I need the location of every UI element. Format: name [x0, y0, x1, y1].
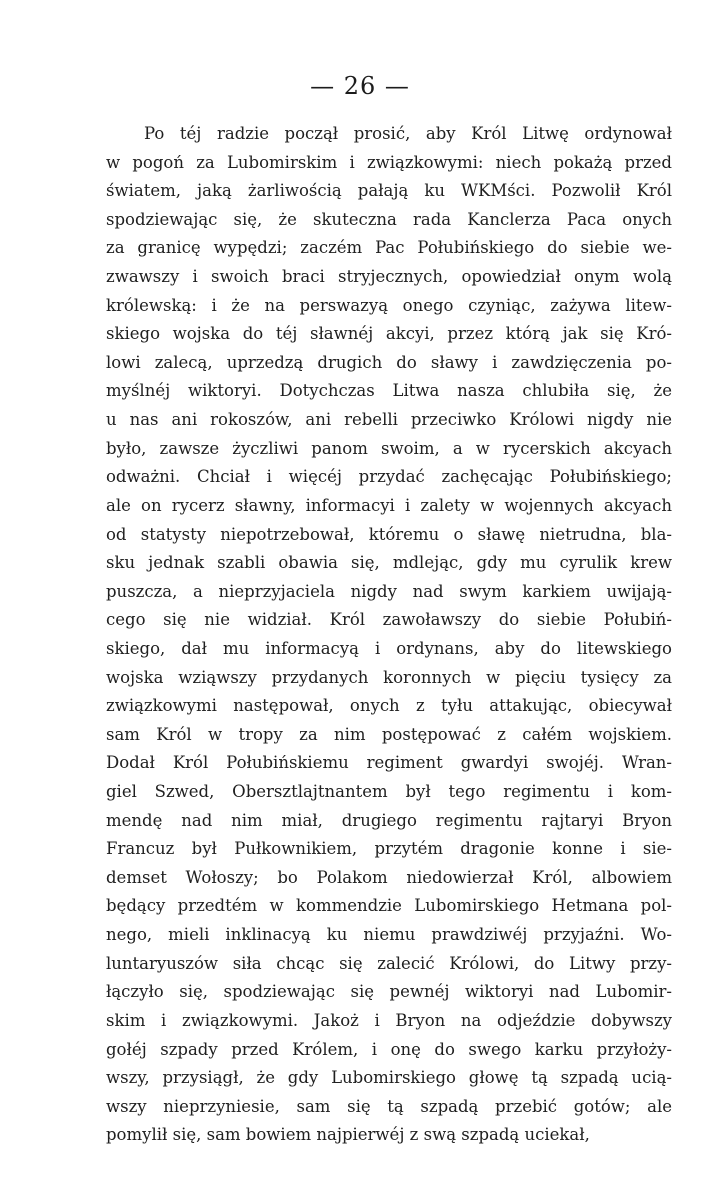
- text-line: łączyło się, spodziewając się pewnéj wiktoryi nad Lubomir-: [106, 982, 672, 1002]
- text-line: mendę nad nim miał, drugiego regimentu rajtaryi Bryon: [106, 810, 672, 830]
- text-line: zwawszy i swoich braci stryjecznych, opowiedział onym wolą: [106, 267, 672, 287]
- text-line: sam Król w tropy za nim postępować z całém wojskiem.: [106, 724, 672, 744]
- text-line: królewską: i że na perswazyą onego czyniąc, zażywa litew-: [106, 295, 672, 315]
- text-line: wszy nieprzyniesie, sam się tą szpadą przebić gotów; ale: [106, 1096, 672, 1116]
- text-line: skim i związkowymi. Jakoż i Bryon na odjeździe dobywszy: [106, 1010, 672, 1030]
- text-line: cego się nie widział. Król zawoławszy do siebie Połubiń-: [106, 610, 672, 630]
- text-line: puszcza, a nieprzyjaciela nigdy nad swym karkiem uwijają-: [106, 581, 672, 601]
- text-line: gołéj szpady przed Królem, i onę do swego karku przyłoży-: [106, 1039, 672, 1059]
- text-line: od statysty niepotrzebował, któremu o sławę nietrudna, bla-: [106, 524, 672, 544]
- text-line: ale on rycerz sławny, informacyi i zalety w wojennych akcyach: [106, 495, 672, 515]
- text-line: spodziewając się, że skuteczna rada Kanclerza Paca onych: [106, 209, 672, 229]
- text-line: demset Wołoszy; bo Polakom niedowierzał Król, albowiem: [106, 867, 672, 887]
- text-line: związkowymi następował, onych z tyłu attakując, obiecywał: [106, 696, 672, 716]
- text-line: lowi zalecą, uprzedzą drugich do sławy i zawdzięczenia po-: [106, 352, 672, 372]
- text-line: nego, mieli inklinacyą ku niemu prawdziwéj przyjaźni. Wo-: [106, 925, 672, 945]
- text-line: skiego wojska do téj sławnéj akcyi, przez którą jak się Kró-: [106, 324, 672, 344]
- text-line: światem, jaką żarliwością pałają ku WKMści. Pozwolił Król: [106, 181, 672, 201]
- text-line: Po téj radzie począł prosić, aby Król Litwę ordynował: [144, 124, 672, 143]
- text-line: za granicę wypędzi; zaczém Pac Połubińskiego do siebie we-: [106, 238, 672, 258]
- text-line: odważni. Chciał i więcéj przydać zachęcając Połubińskiego;: [106, 467, 672, 487]
- text-line: sku jednak szabli obawia się, mdlejąc, gdy mu cyrulik krew: [106, 553, 672, 573]
- text-line: Francuz był Pułkownikiem, przytém dragonie konne i sie-: [106, 839, 672, 859]
- text-line: giel Szwed, Obersztlajtnantem był tego regimentu i kom-: [106, 782, 672, 802]
- text-line: w pogoń za Lubomirskim i związkowymi: niech pokażą przed: [106, 152, 672, 172]
- text-line: skiego, dał mu informacyą i ordynans, aby do litewskiego: [106, 638, 672, 658]
- text-line: będący przedtém w kommendzie Lubomirskiego Hetmana pol-: [106, 896, 672, 916]
- text-line: luntaryuszów siła chcąc się zalecić Królowi, do Litwy przy-: [106, 953, 672, 973]
- text-line: u nas ani rokoszów, ani rebelli przeciwko Królowi nigdy nie: [106, 410, 672, 430]
- text-line: wszy, przysiągł, że gdy Lubomirskiego głowę tą szpadą ucią-: [106, 1068, 672, 1088]
- body-text: [106, 120, 672, 1150]
- text-line: myślnéj wiktoryi. Dotychczas Litwa nasza chlubiła się, że: [106, 381, 672, 401]
- page-number: — 26 —: [310, 72, 410, 100]
- text-line: było, zawsze życzliwi panom swoim, a w rycerskich akcyach: [106, 438, 672, 458]
- text-line: pomylił się, sam bowiem najpierwéj z swą szpadą uciekał,: [106, 1125, 590, 1145]
- text-line: Dodał Król Połubińskiemu regiment gwardyi swojéj. Wran-: [106, 753, 672, 773]
- text-line: wojska wziąwszy przydanych koronnych w pięciu tysięcy za: [106, 667, 672, 687]
